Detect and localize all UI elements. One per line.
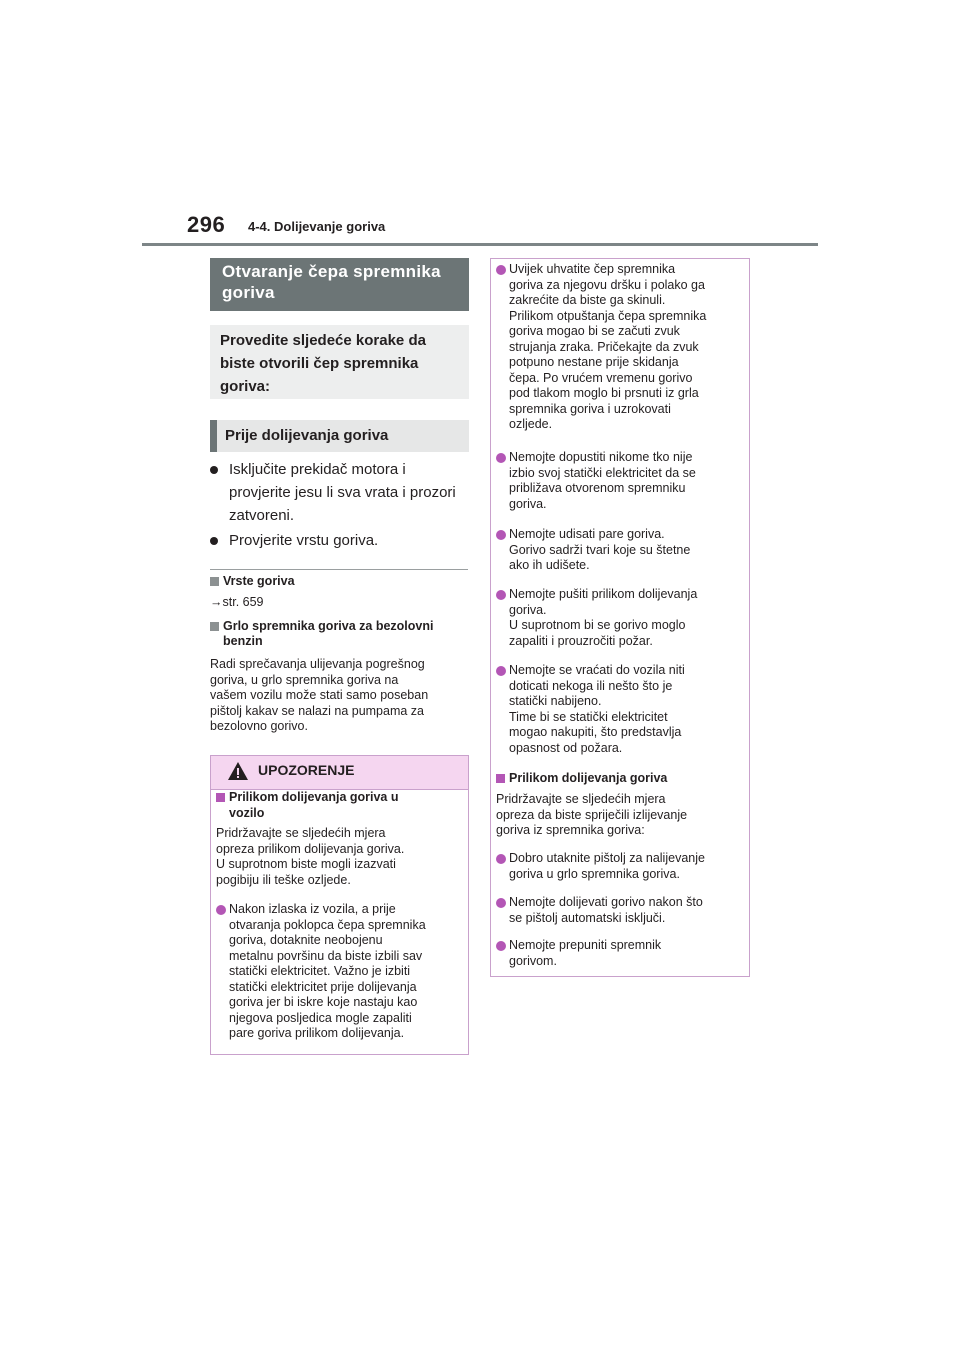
warning-sub-title: Prilikom dolijevanja goriva (509, 771, 668, 785)
subheading: Prije dolijevanja goriva (210, 420, 469, 452)
warning-item (496, 851, 746, 883)
warning-item (496, 895, 746, 927)
warning-item-text: Nakon izlaska iz vozila, a prije otvaranja poklopca čepa spremnika goriva, dotaknite neobojenu metalnu površinu da biste izbili sav statički elektricitet. Važno je izbiti statički elektricitet prije dolijevanja goriva jer bi iskre koje nastaju kao njegova posljedica mogle zapaliti pare goriva prilikom dolijevanja. (229, 902, 426, 1040)
warning-item (216, 902, 466, 1047)
warning-item (496, 450, 746, 514)
warning-item-text: Nemojte dolijevati gorivo nakon što se pištolj automatski isključi. (509, 895, 703, 925)
warning-item (496, 938, 746, 970)
bullet-dot (496, 265, 506, 275)
warning-item-text: Nemojte prepuniti spremnik gorivom. (509, 938, 662, 968)
bullet-dot (216, 905, 226, 915)
warning-item-text: Dobro utaknite pištolj za nalijevanje goriva u grlo spremnika goriva. (509, 851, 705, 881)
square-bullet-icon (210, 577, 219, 586)
note-heading (210, 619, 469, 651)
warning-item (496, 587, 746, 651)
bullet-dot (210, 537, 218, 545)
warning-sub-title: Prilikom dolijevanja goriva u vozilo (229, 790, 399, 820)
header-rule (142, 243, 818, 246)
warning-sub-text: Pridržavajte se sljedećih mjera opreza prilikom dolijevanja goriva. U suprotnom biste mogli izazvati pogibiju ili teške ozljede. (216, 826, 405, 887)
bullet-item (210, 458, 469, 528)
warning-item-text: Nemojte se vraćati do vozila niti doticati nekoga ili nešto što je statički nabijeno. Time bi se statički elektricitet mogao nakupiti, što predstavlja opasnost od požara. (509, 663, 685, 755)
bullet-dot (496, 854, 506, 864)
bullet-text: Isključite prekidač motora i provjerite jesu li sva vrata i prozori zatvoreni. (229, 461, 456, 524)
warning-item-text: Nemojte pušiti prilikom dolijevanja goriva. U suprotnom bi se gorivo moglo zapaliti i prouzročiti požar. (509, 587, 698, 648)
warning-item-text: Uvijek uhvatite čep spremnika goriva za njegovu dršku i polako ga zakrećite da biste ga skinuli. Prilikom otpuštanja čepa spremnika goriva mogao bi se začuti zvuk strujanja zraka. Pričekajte da zvuk potpuno nestane prije skidanja čepa. Po vrućem vremenu gorivo pod tlakom moglo bi prsnuti iz grla spremnika goriva i uzrokovati ozljede. (509, 262, 707, 431)
bullet-item (210, 529, 469, 553)
warning-item (496, 262, 746, 437)
warning-header (211, 756, 468, 790)
bullet-dot (496, 530, 506, 540)
note-text: Radi sprečavanja ulijevanja pogrešnog goriva, u grlo spremnika goriva na vašem vozilu može stati samo poseban pištolj kakav se nalazi na pumpama za bezolovno gorivo. (210, 657, 429, 733)
note-title: Grlo spremnika goriva za bezolovni benzin (223, 619, 434, 648)
warning-box (210, 755, 469, 1055)
warning-box-continued (490, 258, 750, 977)
note-heading (210, 574, 469, 590)
warning-triangle-icon (227, 761, 249, 781)
warning-item-text: Nemojte udisati pare goriva. Gorivo sadrži tvari koje su štetne ako ih udišete. (509, 527, 691, 572)
bullet-dot (496, 941, 506, 951)
section-heading: Otvaranje čepa spremnika goriva (210, 258, 469, 311)
bullet-dot (210, 466, 218, 474)
warning-item (496, 663, 746, 758)
bullet-text: Provjerite vrstu goriva. (229, 532, 379, 549)
square-bullet-icon (216, 793, 225, 802)
section-title: 4-4. Dolijevanje goriva (248, 219, 386, 234)
warning-sub-text: Pridržavajte se sljedećih mjera opreza da biste spriječili izlijevanje goriva iz spremnika goriva: (496, 792, 688, 837)
warning-item (496, 527, 746, 575)
warning-title: UPOZORENJE (258, 762, 355, 778)
bullet-dot (496, 666, 506, 676)
intro-box: Provedite sljedeće korake da biste otvorili čep spremnika goriva: (210, 325, 469, 399)
warning-sub-heading (216, 790, 466, 822)
bullet-dot (496, 453, 506, 463)
square-bullet-icon (496, 774, 505, 783)
warning-sub-heading (496, 771, 746, 787)
bullet-dot (496, 898, 506, 908)
square-bullet-icon (210, 622, 219, 631)
divider (210, 569, 468, 570)
page-reference: →str. 659 (210, 595, 264, 609)
page-number: 296 (187, 212, 226, 237)
warning-item-text: Nemojte dopustiti nikome tko nije izbio svoj statički elektricitet da se približava otvorenom spremniku goriva. (509, 450, 696, 511)
note-title: Vrste goriva (223, 574, 295, 588)
bullet-dot (496, 590, 506, 600)
